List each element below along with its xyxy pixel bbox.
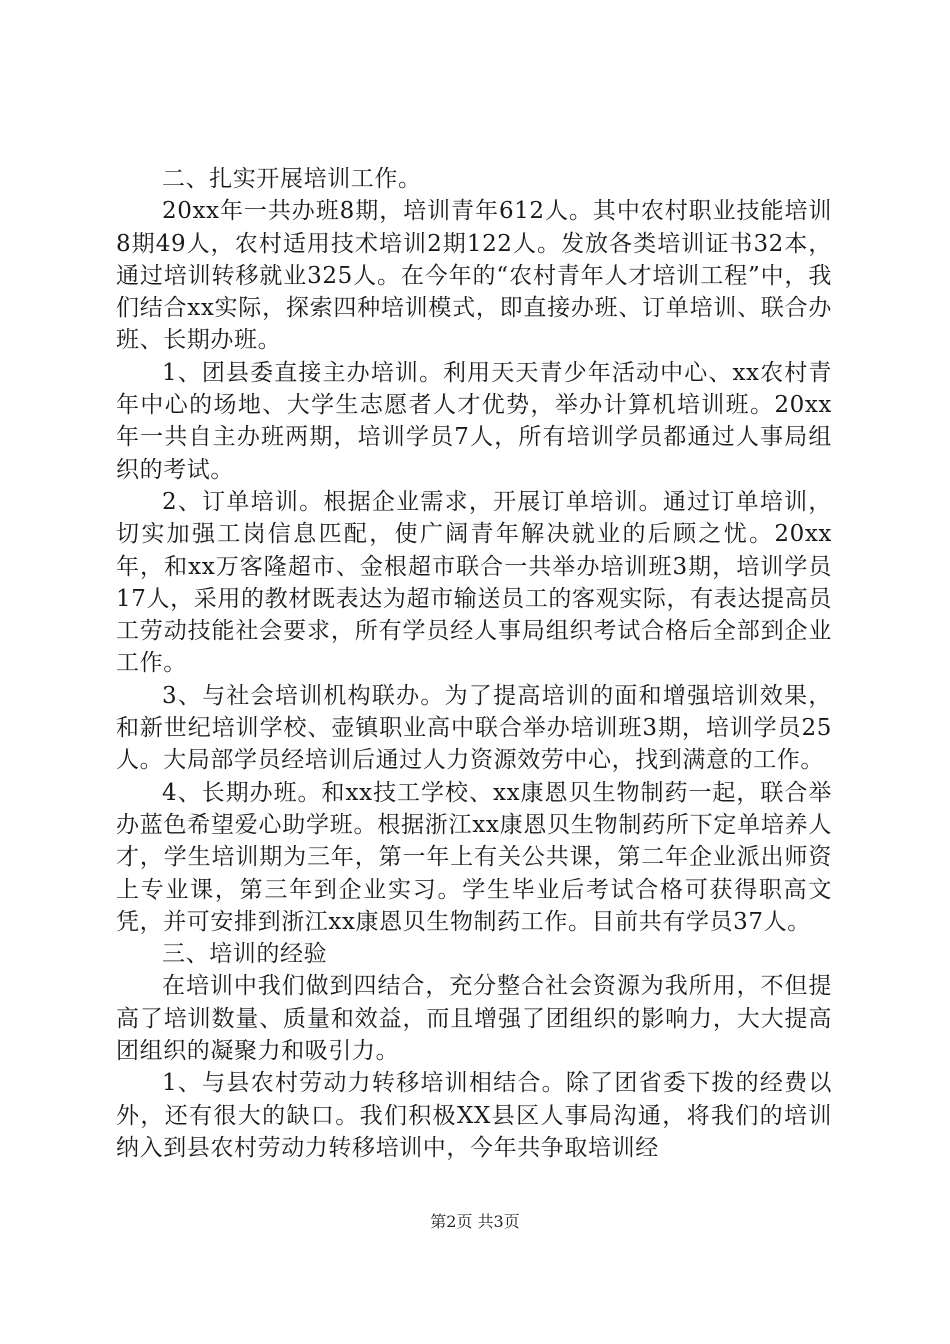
document-body	[116, 163, 832, 1164]
paragraph-mode-2: 2、订单培训。根据企业需求，开展订单培训。通过订单培训，切实加强工岗信息匹配，使广阔青年解决就业的后顾之忧。20xx年，和xx万客隆超市、金根超市联合一共举办培训班3期，培训学员17人，采用的教材既表达为超市输送员工的客观实际，有表达提高员工劳动技能社会要求，所有学员经人事局组织考试合格后全部到企业工作。	[116, 488, 832, 677]
paragraph-mode-3: 3、与社会培训机构联办。为了提高培训的面和增强培训效果，和新世纪培训学校、壶镇职业高中联合举办培训班3期，培训学员25人。大局部学员经培训后通过人力资源效劳中心，找到满意的工作。	[116, 682, 832, 774]
paragraph-experience-1: 1、与县农村劳动力转移培训相结合。除了团省委下拨的经费以外，还有很大的缺口。我们积极XX县区人事局沟通，将我们的培训纳入到县农村劳动力转移培训中，今年共争取培训经	[116, 1070, 832, 1161]
section-heading-2: 二、扎实开展培训工作。	[162, 166, 422, 192]
paragraph-summary: 20xx年一共办班8期，培训青年612人。其中农村职业技能培训8期49人，农村适用技术培训2期122人。发放各类培训证书32本，通过培训转移就业325人。在今年的“农村青年人才培训工程”中，我们结合xx实际，探索四种培训模式，即直接办班、订单培训、联合办班、长期办班。	[116, 198, 832, 354]
paragraph-mode-1: 1、团县委直接主办培训。利用天天青少年活动中心、xx农村青年中心的场地、大学生志愿者人才优势，举办计算机培训班。20xx年一共自主办班两期，培训学员7人，所有培训学员都通过人事局组织的考试。	[116, 359, 832, 483]
paragraph-mode-4: 4、长期办班。和xx技工学校、xx康恩贝生物制药一起，联合举办蓝色希望爱心助学班。根据浙江xx康恩贝生物制药所下定单培养人才，学生培训期为三年，第一年上有关公共课，第二年企业派出师资上专业课，第三年到企业实习。学生毕业后考试合格可获得职高文凭，并可安排到浙江xx康恩贝生物制药工作。目前共有学员37人。	[116, 779, 832, 935]
paragraph-experience-intro: 在培训中我们做到四结合，充分整合社会资源为我所用，不但提高了培训数量、质量和效益，而且增强了团组织的影响力，大大提高团组织的凝聚力和吸引力。	[116, 973, 832, 1065]
section-heading-3: 三、培训的经验	[162, 941, 328, 968]
page-footer: 第2页 共3页	[430, 1212, 520, 1231]
